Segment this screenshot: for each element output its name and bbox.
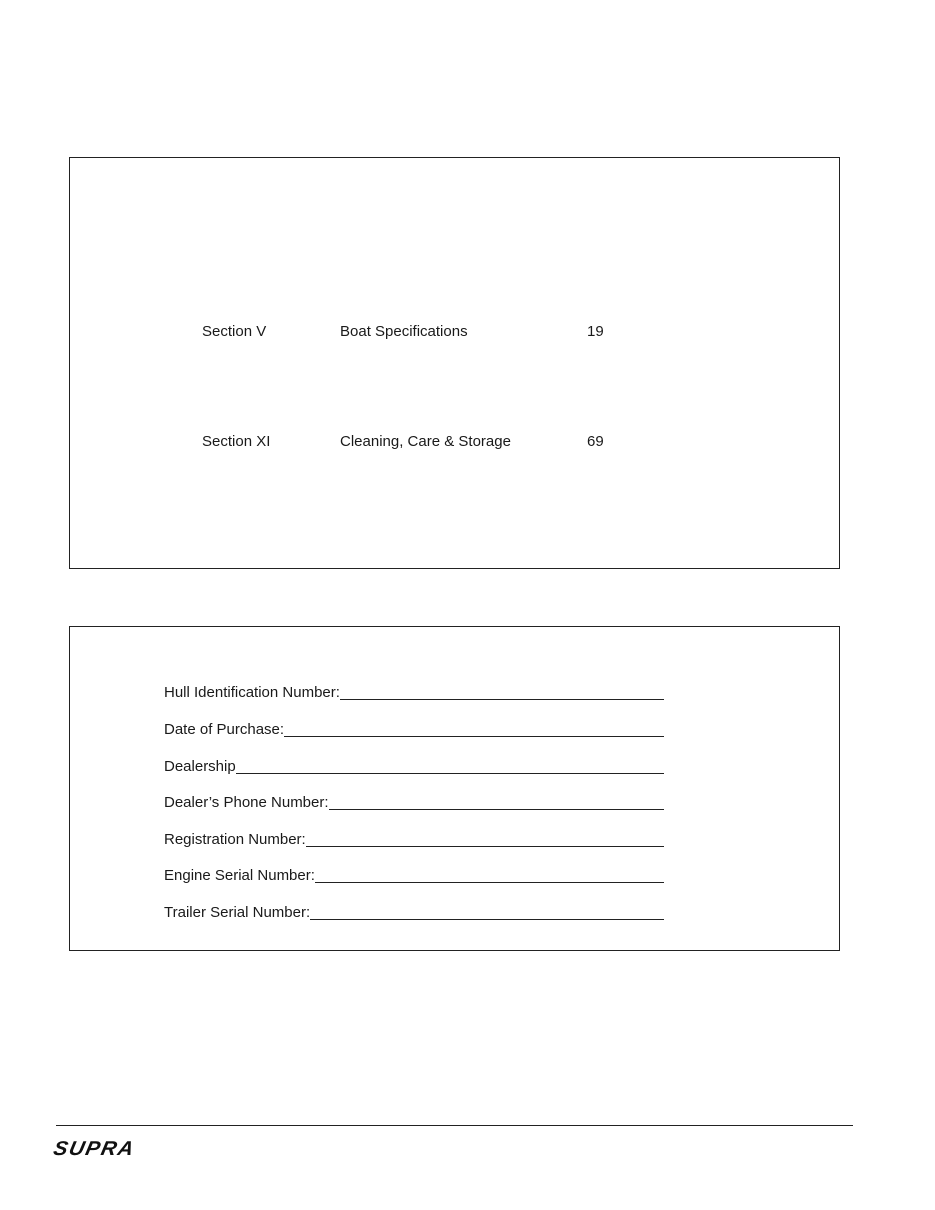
dealer-phone-field: [164, 792, 664, 812]
toc-section-title: Cleaning, Care & Storage: [340, 433, 511, 450]
footer-divider: [56, 1125, 853, 1126]
brand-logo: SUPRA: [51, 1138, 138, 1160]
field-label: Date of Purchase:: [164, 721, 285, 738]
trailer-serial-field: [164, 902, 664, 922]
fill-in-line[interactable]: [329, 809, 664, 810]
toc-page-number: 19: [587, 323, 604, 340]
field-label: Trailer Serial Number:: [164, 904, 311, 921]
toc-section-label: Section XI: [202, 433, 271, 450]
table-of-contents-box: [69, 157, 840, 569]
fill-in-line[interactable]: [236, 773, 664, 774]
toc-section-title: Boat Specifications: [340, 323, 468, 340]
date-of-purchase-field: [164, 719, 664, 739]
dealership-field: [164, 756, 664, 776]
engine-serial-field: [164, 865, 664, 885]
hull-id-field: [164, 682, 664, 702]
fill-in-line[interactable]: [310, 919, 664, 920]
toc-section-label: Section V: [202, 323, 267, 340]
field-label: Dealer’s Phone Number:: [164, 794, 329, 811]
toc-page-number: 69: [587, 433, 604, 450]
field-label: Registration Number:: [164, 831, 306, 848]
toc-entry-section-v: [70, 322, 839, 342]
field-label: Engine Serial Number:: [164, 867, 315, 884]
fill-in-line[interactable]: [306, 846, 664, 847]
fill-in-line[interactable]: [315, 882, 664, 883]
fill-in-line[interactable]: [340, 699, 664, 700]
field-label: Hull Identification Number:: [164, 684, 340, 701]
fill-in-line[interactable]: [284, 736, 664, 737]
ownership-record-box: [69, 626, 840, 951]
field-label: Dealership: [164, 758, 236, 775]
toc-entry-section-xi: [70, 432, 839, 452]
registration-number-field: [164, 829, 664, 849]
